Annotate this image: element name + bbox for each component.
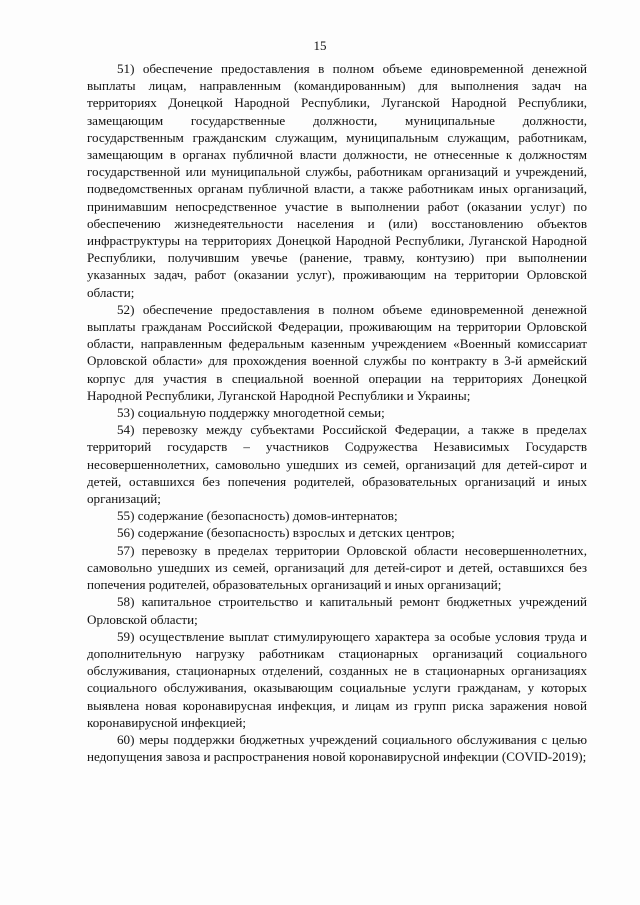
list-item-59: 59) осуществление выплат стимулирующего характера за особые условия труда и дополнительную нагрузку работникам стационарных организаций социального обслуживания, стационарных отделений, созданных не в стационарных организациях социального обслуживания, оказывающим социальные услуги гражданам, у которых выявлена новая коронавирусная инфекция, и лицам из групп риска заражения новой коронавирусной инфекцией; (87, 628, 587, 730)
page-number: 15 (313, 38, 327, 53)
list-item-53: 53) социальную поддержку многодетной семьи; (117, 405, 385, 421)
list-item-54: 54) перевозку между субъектами Российской Федерации, а также в пределах территорий государств – участников Содружества Независимых Государств несовершеннолетних, самовольно ушедших из семей, организаций для детей-сирот и детей, оставшихся без попечения родителей, образовательных организаций и иных организаций; (87, 422, 587, 507)
list-item-60: 60) меры поддержки бюджетных учреждений социального обслуживания с целью недопущения завоза и распространения новой коронавирусной инфекции (COVID-2019); (87, 731, 587, 765)
list-item-55: 55) содержание (безопасность) домов-интернатов; (117, 508, 398, 524)
list-item-57: 57) перевозку в пределах территории Орловской области несовершеннолетних, самовольно ушедших из семей, организаций для детей-сирот и детей, оставшихся без попечения родителей, образовательных организаций и иных организаций; (87, 542, 587, 593)
list-item-51: 51) обеспечение предоставления в полном объеме единовременной денежной выплаты лицам, направленным (командированным) для выполнения задач на территориях Донецкой Народной Республики, Луганской Народной Республики, замещающим государственные должности, муниципальные должности, государственным гражданским служащим, муниципальным служащим, работникам, замещающим в органах публичной власти должности, не отнесенные к должностям государственной или муниципальной службы, работникам организаций и учреждений, подведомственных органам публичной власти, а также работникам иных организаций, принимавшим непосредственное участие в выполнении работ (оказании услуг) по обеспечению жизнедеятельности населения и (или) восстановлению объектов инфраструктуры на территориях Донецкой Народной Республики, Луганской Народной Республики, получившим увечье (ранение, травму, контузию) при выполнении указанных задач, работ (оказании услуг), проживающим на территории Орловской области; (87, 61, 587, 300)
list-item-52: 52) обеспечение предоставления в полном объеме единовременной денежной выплаты гражданам Российской Федерации, проживающим на территории Орловской области, направленным федеральным казенным учреждением «Военный комиссариат Орловской области» для прохождения военной службы по контракту в 3-й армейский корпус для участия в специальной военной операции на территориях Донецкой Народной Республики, Луганской Народной Республики и Украины; (87, 301, 587, 403)
list-item-56: 56) содержание (безопасность) взрослых и детских центров; (117, 525, 455, 541)
document-body (87, 60, 587, 765)
list-item-58: 58) капитальное строительство и капитальный ремонт бюджетных учреждений Орловской области; (87, 594, 587, 627)
